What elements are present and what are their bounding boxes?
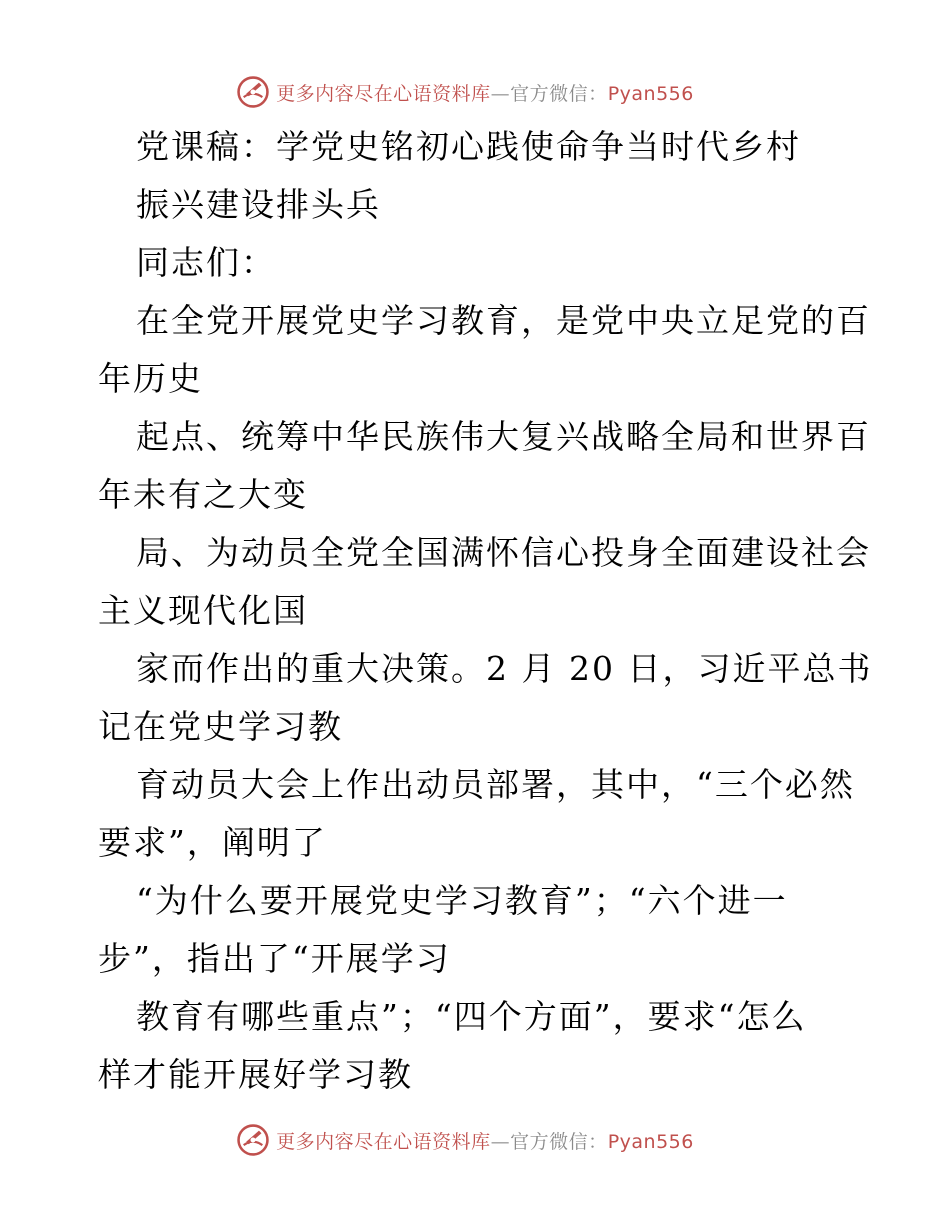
- paragraph-line: 家而作出的重大决策。2 月 20 日，习近平总书: [136, 649, 873, 688]
- title-line-2: 振兴建设排头兵: [136, 185, 381, 224]
- paragraph-line: 要求”，阐明了: [98, 823, 327, 862]
- watermark-dash: —: [490, 82, 511, 105]
- watermark-dash: —: [490, 1130, 511, 1153]
- paragraph-line: 记在党史学习教: [98, 707, 343, 746]
- header-watermark: [0, 72, 950, 112]
- paragraph-line: 在全党开展党史学习教育，是党中央立足党的百: [136, 301, 871, 340]
- paragraph-line: “为什么要开展党史学习教育”；“六个进一: [136, 881, 788, 920]
- paragraph-line: 年历史: [98, 359, 203, 398]
- document-body: [98, 118, 873, 1104]
- paragraph-line: 局、为动员全党全国满怀信心投身全面建设社会: [136, 533, 871, 572]
- title-line-1: 党课稿：学党史铭初心践使命争当时代乡村: [136, 127, 801, 166]
- book-pen-logo-icon: [236, 1123, 270, 1157]
- watermark-id: Pyan556: [607, 82, 694, 105]
- paragraph-line: 步”，指出了“开展学习: [98, 939, 451, 978]
- paragraph-line: 起点、统筹中华民族伟大复兴战略全局和世界百: [136, 417, 871, 456]
- watermark-text: [276, 79, 694, 106]
- watermark-label: 官方微信：: [510, 1130, 608, 1153]
- book-pen-logo-icon: [236, 75, 270, 109]
- paragraph-line: 年未有之大变: [98, 475, 308, 514]
- paragraph-line: 主义现代化国: [98, 591, 308, 630]
- footer-watermark: [0, 1120, 950, 1160]
- paragraph-line: 样才能开展好学习教: [98, 1055, 413, 1094]
- watermark-id: Pyan556: [607, 1130, 694, 1153]
- paragraph-line: 教育有哪些重点”；“四个方面”，要求“怎么: [136, 997, 807, 1036]
- watermark-main: 更多内容尽在心语资料库: [276, 82, 491, 105]
- paragraph-line: 育动员大会上作出动员部署，其中，“三个必然: [136, 765, 855, 804]
- watermark-text: [276, 1127, 694, 1154]
- watermark-main: 更多内容尽在心语资料库: [276, 1130, 491, 1153]
- watermark-group: [236, 1123, 694, 1157]
- salutation: 同志们：: [136, 243, 276, 282]
- watermark-group: [236, 75, 694, 109]
- watermark-label: 官方微信：: [510, 82, 608, 105]
